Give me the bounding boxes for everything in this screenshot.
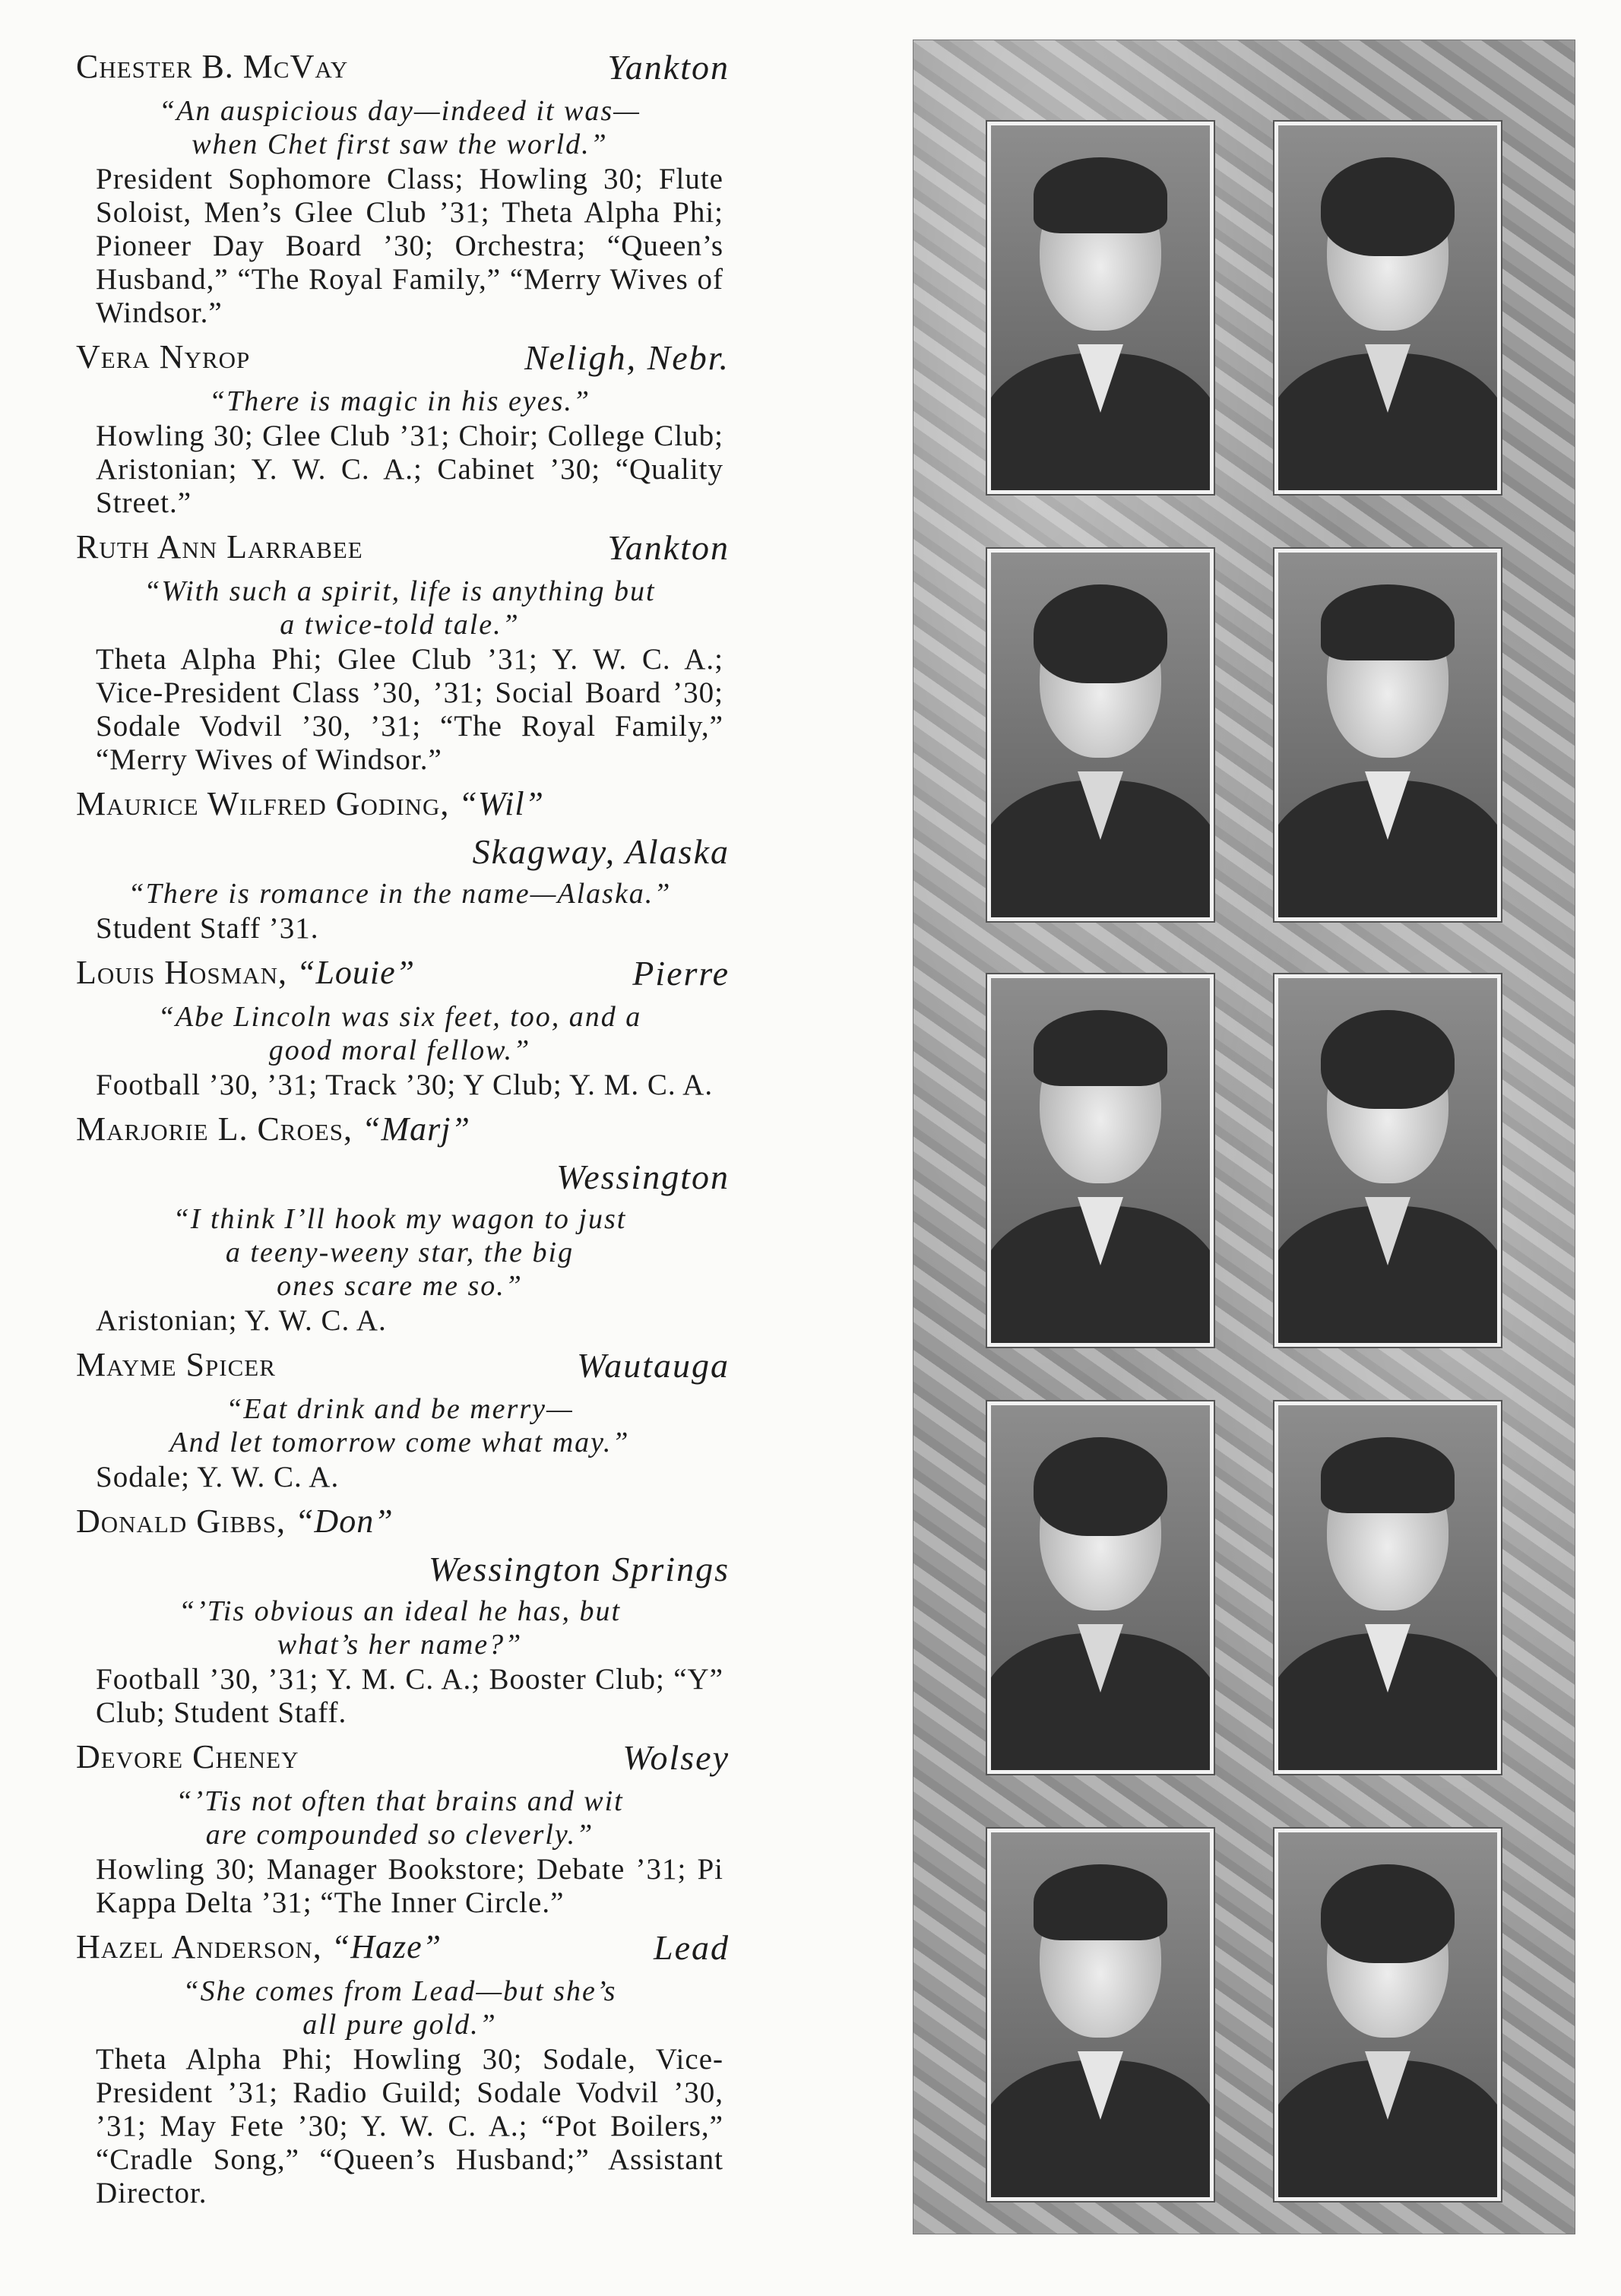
portrait-hair <box>1321 1864 1455 1963</box>
senior-entries <box>65 44 734 2215</box>
quote-line: a teeny-weeny star, the big <box>225 1237 575 1268</box>
quote-line: “Eat drink and be merry— <box>226 1393 574 1425</box>
quote-line: “There is romance in the name—Alaska.” <box>128 878 672 910</box>
student-name-text: Vera Nyrop <box>76 338 251 375</box>
woman-photo <box>1274 1829 1501 2201</box>
student-name-text: Hazel Anderson, <box>76 1928 322 1965</box>
student-nickname: “Don” <box>294 1503 394 1540</box>
portrait-hair <box>1321 584 1455 660</box>
quote-line: all pure gold.” <box>302 2009 497 2041</box>
hometown: Wolsey <box>622 1738 730 1777</box>
entry-heading <box>65 44 734 94</box>
man-photo <box>1274 549 1501 921</box>
student-name <box>76 1502 394 1541</box>
student-nickname: “Haze” <box>331 1928 442 1965</box>
entry-heading <box>65 1107 734 1157</box>
activities-list: Howling 30; Glee Club ’31; Choir; College Club; Aristonian; Y. W. C. A.; Cabinet ’30; “Quality Street.” <box>96 420 723 519</box>
woman-photo <box>1274 122 1501 494</box>
entry-heading <box>65 1499 734 1549</box>
student-name <box>76 47 348 86</box>
student-name-text: Marjorie L. Croes, <box>76 1110 353 1148</box>
quote-line: “There is magic in his eyes.” <box>208 385 590 417</box>
hometown-row <box>65 1549 734 1595</box>
activities-list: Aristonian; Y. W. C. A. <box>96 1304 387 1337</box>
quote-line: “With such a spirit, life is anything but <box>144 575 656 607</box>
senior-entry <box>65 1342 734 1499</box>
portrait-hair <box>1034 157 1167 233</box>
senior-quote <box>65 1595 734 1661</box>
activities-list: Theta Alpha Phi; Glee Club ’31; Y. W. C. A.; Vice-President Class ’30, ’31; Social Board ’30; Sodale Vodvil ’30, ’31; “The Royal Family,” “Merry Wives of Windsor.” <box>96 643 723 776</box>
portrait-hair <box>1321 1010 1455 1109</box>
activities-list: Student Staff ’31. <box>96 912 319 945</box>
entry-heading <box>65 1734 734 1785</box>
student-name <box>76 784 544 823</box>
hometown: Lead <box>654 1928 730 1967</box>
man-photo <box>1274 1401 1501 1774</box>
entry-heading <box>65 950 734 1000</box>
hometown-row <box>65 1157 734 1202</box>
senior-entry <box>65 1734 734 1924</box>
senior-entry <box>65 1499 734 1734</box>
senior-entry <box>65 1107 734 1342</box>
senior-quote <box>65 575 734 641</box>
quote-line: “’Tis not often that brains and wit <box>176 1785 624 1817</box>
woman-photo <box>1274 974 1501 1347</box>
student-name <box>76 527 363 566</box>
senior-quote <box>65 1202 734 1303</box>
entry-heading <box>65 524 734 575</box>
senior-quote <box>65 1392 734 1459</box>
man-photo <box>987 122 1214 494</box>
quote-line: are compounded so cleverly.” <box>205 1819 594 1851</box>
quote-line: good moral fellow.” <box>268 1034 531 1066</box>
senior-quote <box>65 1000 734 1067</box>
activities-list: Football ’30, ’31; Track ’30; Y Club; Y. M. C. A. <box>96 1069 714 1101</box>
student-name <box>76 337 250 376</box>
senior-entry <box>65 781 734 950</box>
senior-entry <box>65 950 734 1107</box>
hometown: Yankton <box>607 528 730 567</box>
student-nickname: “Wil” <box>458 785 545 822</box>
entry-heading <box>65 334 734 385</box>
quote-line: “Abe Lincoln was six feet, too, and a <box>157 1001 642 1033</box>
hometown: Neligh, Nebr. <box>524 338 730 377</box>
man-photo <box>987 1829 1214 2201</box>
hometown: Yankton <box>607 48 730 87</box>
entry-heading <box>65 1924 734 1975</box>
portrait-hair <box>1034 1864 1167 1940</box>
portrait-hair <box>1034 584 1167 683</box>
student-name <box>76 1927 442 1966</box>
quote-line: “I think I’ll hook my wagon to just <box>173 1203 627 1235</box>
hometown: Wessington Springs <box>429 1550 730 1588</box>
woman-photo <box>987 549 1214 921</box>
hometown: Wessington <box>556 1158 730 1196</box>
portrait-hair <box>1034 1437 1167 1536</box>
quote-line: “’Tis obvious an ideal he has, but <box>178 1595 622 1627</box>
quote-line: And let tomorrow come what may.” <box>169 1427 630 1458</box>
senior-entry <box>65 524 734 781</box>
hometown-row <box>65 831 734 877</box>
student-name-text: Chester B. McVay <box>76 48 349 85</box>
senior-entry <box>65 334 734 524</box>
student-nickname: “Marj” <box>362 1110 470 1148</box>
student-name <box>76 1345 276 1384</box>
quote-line: “An auspicious day—indeed it was— <box>159 95 641 127</box>
student-name <box>76 953 415 992</box>
student-name-text: Maurice Wilfred Goding, <box>76 785 450 822</box>
senior-entry <box>65 1924 734 2215</box>
hometown: Wautauga <box>577 1346 730 1385</box>
activities-list: Howling 30; Manager Bookstore; Debate ’31; Pi Kappa Delta ’31; “The Inner Circle.” <box>96 1853 723 1919</box>
quote-line: a twice-told tale.” <box>280 609 520 641</box>
hometown: Skagway, Alaska <box>472 832 730 871</box>
student-name-text: Donald Gibbs, <box>76 1503 286 1540</box>
portrait-hair <box>1321 1437 1455 1513</box>
senior-quote <box>65 1975 734 2041</box>
man-photo <box>987 974 1214 1347</box>
portrait-strip <box>913 40 1575 2234</box>
senior-quote <box>65 385 734 418</box>
student-name-text: Mayme Spicer <box>76 1346 276 1383</box>
student-name <box>76 1110 470 1148</box>
student-name-text: Devore Cheney <box>76 1738 299 1775</box>
hometown: Pierre <box>632 954 730 993</box>
activities-list: Theta Alpha Phi; Howling 30; Sodale, Vice-President ’31; Radio Guild; Sodale Vodvil ’30, ’31; May Fete ’30; Y. W. C. A.; “Pot Boilers,” “Cradle Song,” “Queen’s Husband;” Assistant Director. <box>96 2043 723 2209</box>
quote-line: when Chet first saw the world.” <box>192 128 608 160</box>
portrait-hair <box>1034 1010 1167 1086</box>
senior-quote <box>65 1785 734 1851</box>
student-nickname: “Louie” <box>296 954 416 991</box>
student-name-text: Louis Hosman, <box>76 954 287 991</box>
student-name <box>76 1737 299 1776</box>
woman-photo <box>987 1401 1214 1774</box>
activities-list: Sodale; Y. W. C. A. <box>96 1461 340 1493</box>
student-name-text: Ruth Ann Larrabee <box>76 528 363 565</box>
senior-quote <box>65 877 734 910</box>
activities-list: President Sophomore Class; Howling 30; Flute Soloist, Men’s Glee Club ’31; Theta Alpha Phi; Pioneer Day Board ’30; Orchestra; “Queen’s Husband,” “The Royal Family,” “Merry Wives of Windsor.” <box>96 163 723 329</box>
senior-entry <box>65 44 734 334</box>
entry-heading <box>65 1342 734 1392</box>
quote-line: ones scare me so.” <box>277 1270 523 1302</box>
senior-quote <box>65 94 734 161</box>
quote-line: “She comes from Lead—but she’s <box>182 1975 617 2007</box>
quote-line: what’s her name?” <box>277 1629 523 1661</box>
portrait-hair <box>1321 157 1455 256</box>
entry-heading <box>65 781 734 831</box>
activities-list: Football ’30, ’31; Y. M. C. A.; Booster Club; “Y” Club; Student Staff. <box>96 1663 723 1729</box>
